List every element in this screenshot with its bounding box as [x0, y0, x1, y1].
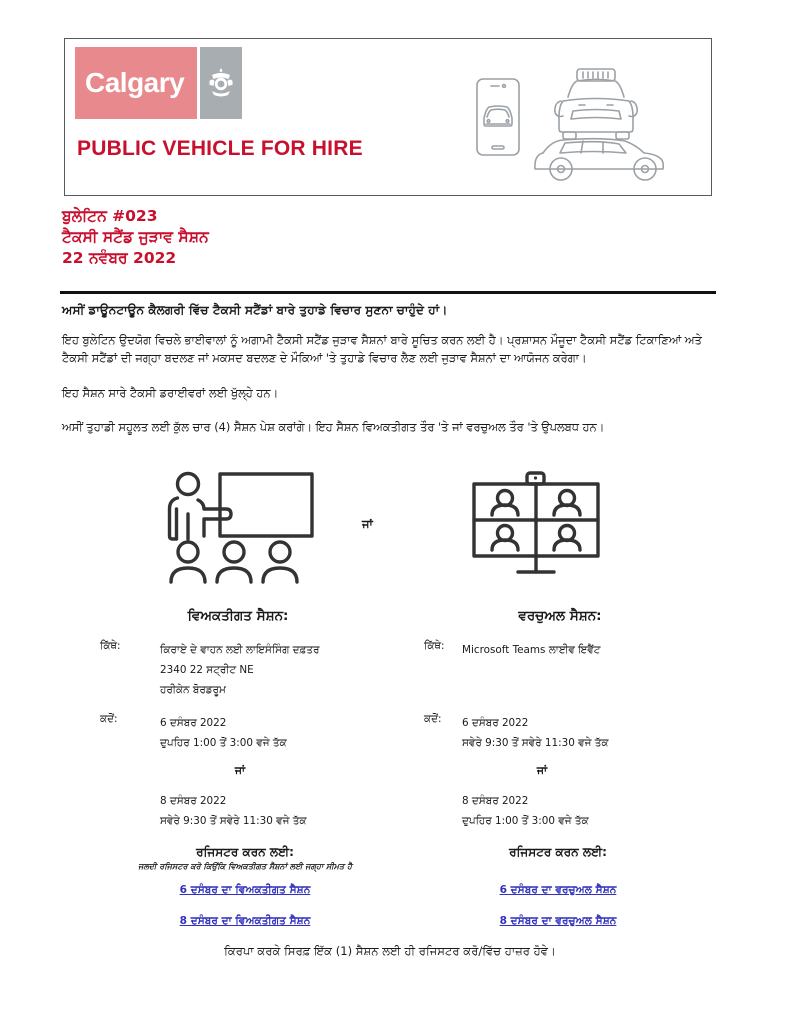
virtual-register-heading: ਰਜਿਸਟਰ ਕਰਨ ਲਈ:	[509, 845, 607, 859]
calgary-logo	[75, 47, 242, 119]
virtual-alt-when-value	[462, 791, 722, 831]
calgary-wordmark: Calgary	[85, 67, 185, 98]
in-person-register-heading: ਰਜਿਸਟਰ ਕਰਨ ਲਈ:	[196, 845, 294, 859]
body-paragraph-3: ਅਸੀਂ ਤੁਹਾਡੀ ਸਹੂਲਤ ਲਈ ਕੁੱਲ ਚਾਰ (4) ਸੈਸ਼ਨ ਪੇਸ਼ ਕਰਾਂਗੇ। ਇਹ ਸੈਸ਼ਨ ਵਿਅਕਤੀਗਤ ਤੌਰ 'ਤੇ ਜਾਂ ਵਰਚੁਅਲ ਤੌਰ 'ਤੇ ਉਪਲਬਧ ਹਨ।	[62, 420, 605, 434]
in-person-when-label: ਕਦੋਂ:	[100, 713, 118, 725]
virtual-date-2: 8 ਦਸੰਬਰ 2022	[462, 795, 529, 807]
in-person-when-value	[160, 713, 410, 753]
in-person-date-2: 8 ਦਸੰਬਰ 2022	[160, 795, 227, 807]
virtual-session-heading: ਵਰਚੁਅਲ ਸੈਸ਼ਨ:	[518, 608, 602, 624]
city-crest-icon	[206, 66, 236, 100]
presentation-classroom-icon	[158, 468, 318, 588]
in-person-where-label: ਕਿੱਥੇ:	[100, 640, 121, 652]
in-person-venue: ਕਿਰਾਏ ਦੇ ਵਾਹਨ ਲਈ ਲਾਇਸੰਸਿੰਗ ਦਫ਼ਤਰ	[160, 644, 320, 656]
header-artwork	[473, 45, 697, 191]
register-link-virtual-dec8[interactable]: 8 ਦਸੰਬਰ ਦਾ ਵਰਚੁਅਲ ਸੈਸ਼ਨ	[499, 915, 617, 927]
calgary-logo-wordmark-block	[75, 47, 197, 119]
virtual-where-label: ਕਿੱਥੇ:	[424, 640, 445, 652]
register-link-in-person-dec6[interactable]: 6 ਦਸੰਬਰ ਦਾ ਵਿਅਕਤੀਗਤ ਸੈਸ਼ਨ	[179, 884, 311, 896]
or-separator-icons: ਜਾਂ	[362, 517, 373, 531]
bulletin-date: 22 ਨਵੰਬਰ 2022	[62, 249, 177, 267]
virtual-where-value	[462, 640, 722, 660]
virtual-date-1: 6 ਦਸੰਬਰ 2022	[462, 717, 529, 729]
in-person-time-2: ਸਵੇਰੇ 9:30 ਤੋਂ ਸਵੇਰੇ 11:30 ਵਜੇ ਤੱਕ	[160, 815, 307, 827]
in-person-date-1: 6 ਦਸੰਬਰ 2022	[160, 717, 227, 729]
in-person-where-value	[160, 640, 410, 700]
virtual-when-value	[462, 713, 722, 753]
bulletin-number: ਬੁਲੇਟਿਨ #023	[62, 207, 158, 225]
in-person-alt-when-value	[160, 791, 410, 831]
in-person-session-heading: ਵਿਅਕਤੀਗਤ ਸੈਸ਼ਨ:	[187, 608, 289, 624]
footer-note: ਕਿਰਪਾ ਕਰਕੇ ਸਿਰਫ਼ ਇੱਕ (1) ਸੈਸ਼ਨ ਲਈ ਹੀ ਰਜਿਸਟਰ ਕਰੋ/ਵਿੱਚ ਹਾਜ਼ਰ ਹੋਵੇ।	[224, 944, 556, 958]
body-paragraph-1: ਇਹ ਬੁਲੇਟਿਨ ਉਦਯੋਗ ਵਿਚਲੇ ਭਾਈਵਾਲਾਂ ਨੂੰ ਅਗਾਮੀ ਟੈਕਸੀ ਸਟੈਂਡ ਜੁੜਾਵ ਸੈਸ਼ਨਾਂ ਬਾਰੇ ਸੂਚਿਤ ਕਰਨ ਲਈ ਹੈ। ਪ੍ਰਸ਼ਾਸਨ ਮੌਜੂਦਾ ਟੈਕਸੀ ਸਟੈਂਡ ਟਿਕਾਣਿਆਂ ਅਤੇ ਟੈਕਸੀ ਸਟੈਂਡਾਂ ਦੀ ਜਗ੍ਹਾ ਬਦਲਣ ਜਾਂ ਮਕਸਦ ਬਦਲਣ ਦੇ ਮੌਕਿਆਂ 'ਤੇ ਤੁਹਾਡੇ ਵਿਚਾਰ ਲੈਣ ਲਈ ਜੁੜਾਵ ਸੈਸ਼ਨਾਂ ਦਾ ਆਯੋਜਨ ਕਰੇਗਾ।	[62, 333, 702, 365]
register-link-virtual-dec6[interactable]: 6 ਦਸੰਬਰ ਦਾ ਵਰਚੁਅਲ ਸੈਸ਼ਨ	[499, 884, 617, 896]
title-divider	[60, 291, 716, 294]
in-person-register-note: ਜਲਦੀ ਰਜਿਸਟਰ ਕਰੋ ਕਿਉਂਕਿ ਵਿਅਕਤੀਗਤ ਸੈਸ਼ਨਾਂ ਲਈ ਜਗ੍ਹਾ ਸੀਮਤ ਹੈ	[138, 862, 352, 871]
virtual-time-2: ਦੁਪਹਿਰ 1:00 ਤੋਂ 3:00 ਵਜੇ ਤੱਕ	[462, 815, 589, 827]
in-person-time-1: ਦੁਪਹਿਰ 1:00 ਤੋਂ 3:00 ਵਜੇ ਤੱਕ	[160, 737, 287, 749]
in-person-room: ਹਰੀਕੇਨ ਬੋਰਡਰੂਮ	[160, 684, 226, 696]
header-banner	[64, 38, 712, 196]
phone-with-car-icon	[477, 79, 519, 155]
limousine-side-icon	[535, 139, 663, 180]
in-person-address: 2340 22 ਸਟ੍ਰੀਟ NE	[160, 664, 254, 676]
virtual-platform: Microsoft Teams ਲਾਈਵ ਇਵੈਂਟ	[462, 644, 601, 656]
in-person-or-separator: ਜਾਂ	[234, 764, 246, 777]
calgary-crest-block	[200, 47, 242, 119]
lead-statement: ਅਸੀਂ ਡਾਊਨਟਾਊਨ ਕੈਲਗਰੀ ਵਿੱਚ ਟੈਕਸੀ ਸਟੈਂਡਾਂ ਬਾਰੇ ਤੁਹਾਡੇ ਵਿਚਾਰ ਸੁਣਨਾ ਚਾਹੁੰਦੇ ਹਾਂ।	[62, 303, 448, 317]
virtual-or-separator: ਜਾਂ	[536, 764, 548, 777]
register-link-in-person-dec8[interactable]: 8 ਦਸੰਬਰ ਦਾ ਵਿਅਕਤੀਗਤ ਸੈਸ਼ਨ	[179, 915, 311, 927]
taxi-front-icon	[555, 69, 637, 139]
virtual-time-1: ਸਵੇਰੇ 9:30 ਤੋਂ ਸਵੇਰੇ 11:30 ਵਜੇ ਤੱਕ	[462, 737, 609, 749]
video-conference-screen-icon	[466, 470, 616, 582]
program-title: PUBLIC VEHICLE FOR HIRE	[77, 137, 363, 160]
bulletin-subject: ਟੈਕਸੀ ਸਟੈਂਡ ਜੁੜਾਵ ਸੈਸ਼ਨ	[62, 228, 209, 246]
body-paragraph-2: ਇਹ ਸੈਸ਼ਨ ਸਾਰੇ ਟੈਕਸੀ ਡਰਾਈਵਰਾਂ ਲਈ ਖੁੱਲ੍ਹੇ ਹਨ।	[62, 386, 279, 400]
bulletin-title-block	[62, 206, 209, 269]
virtual-when-label: ਕਦੋਂ:	[424, 713, 442, 725]
